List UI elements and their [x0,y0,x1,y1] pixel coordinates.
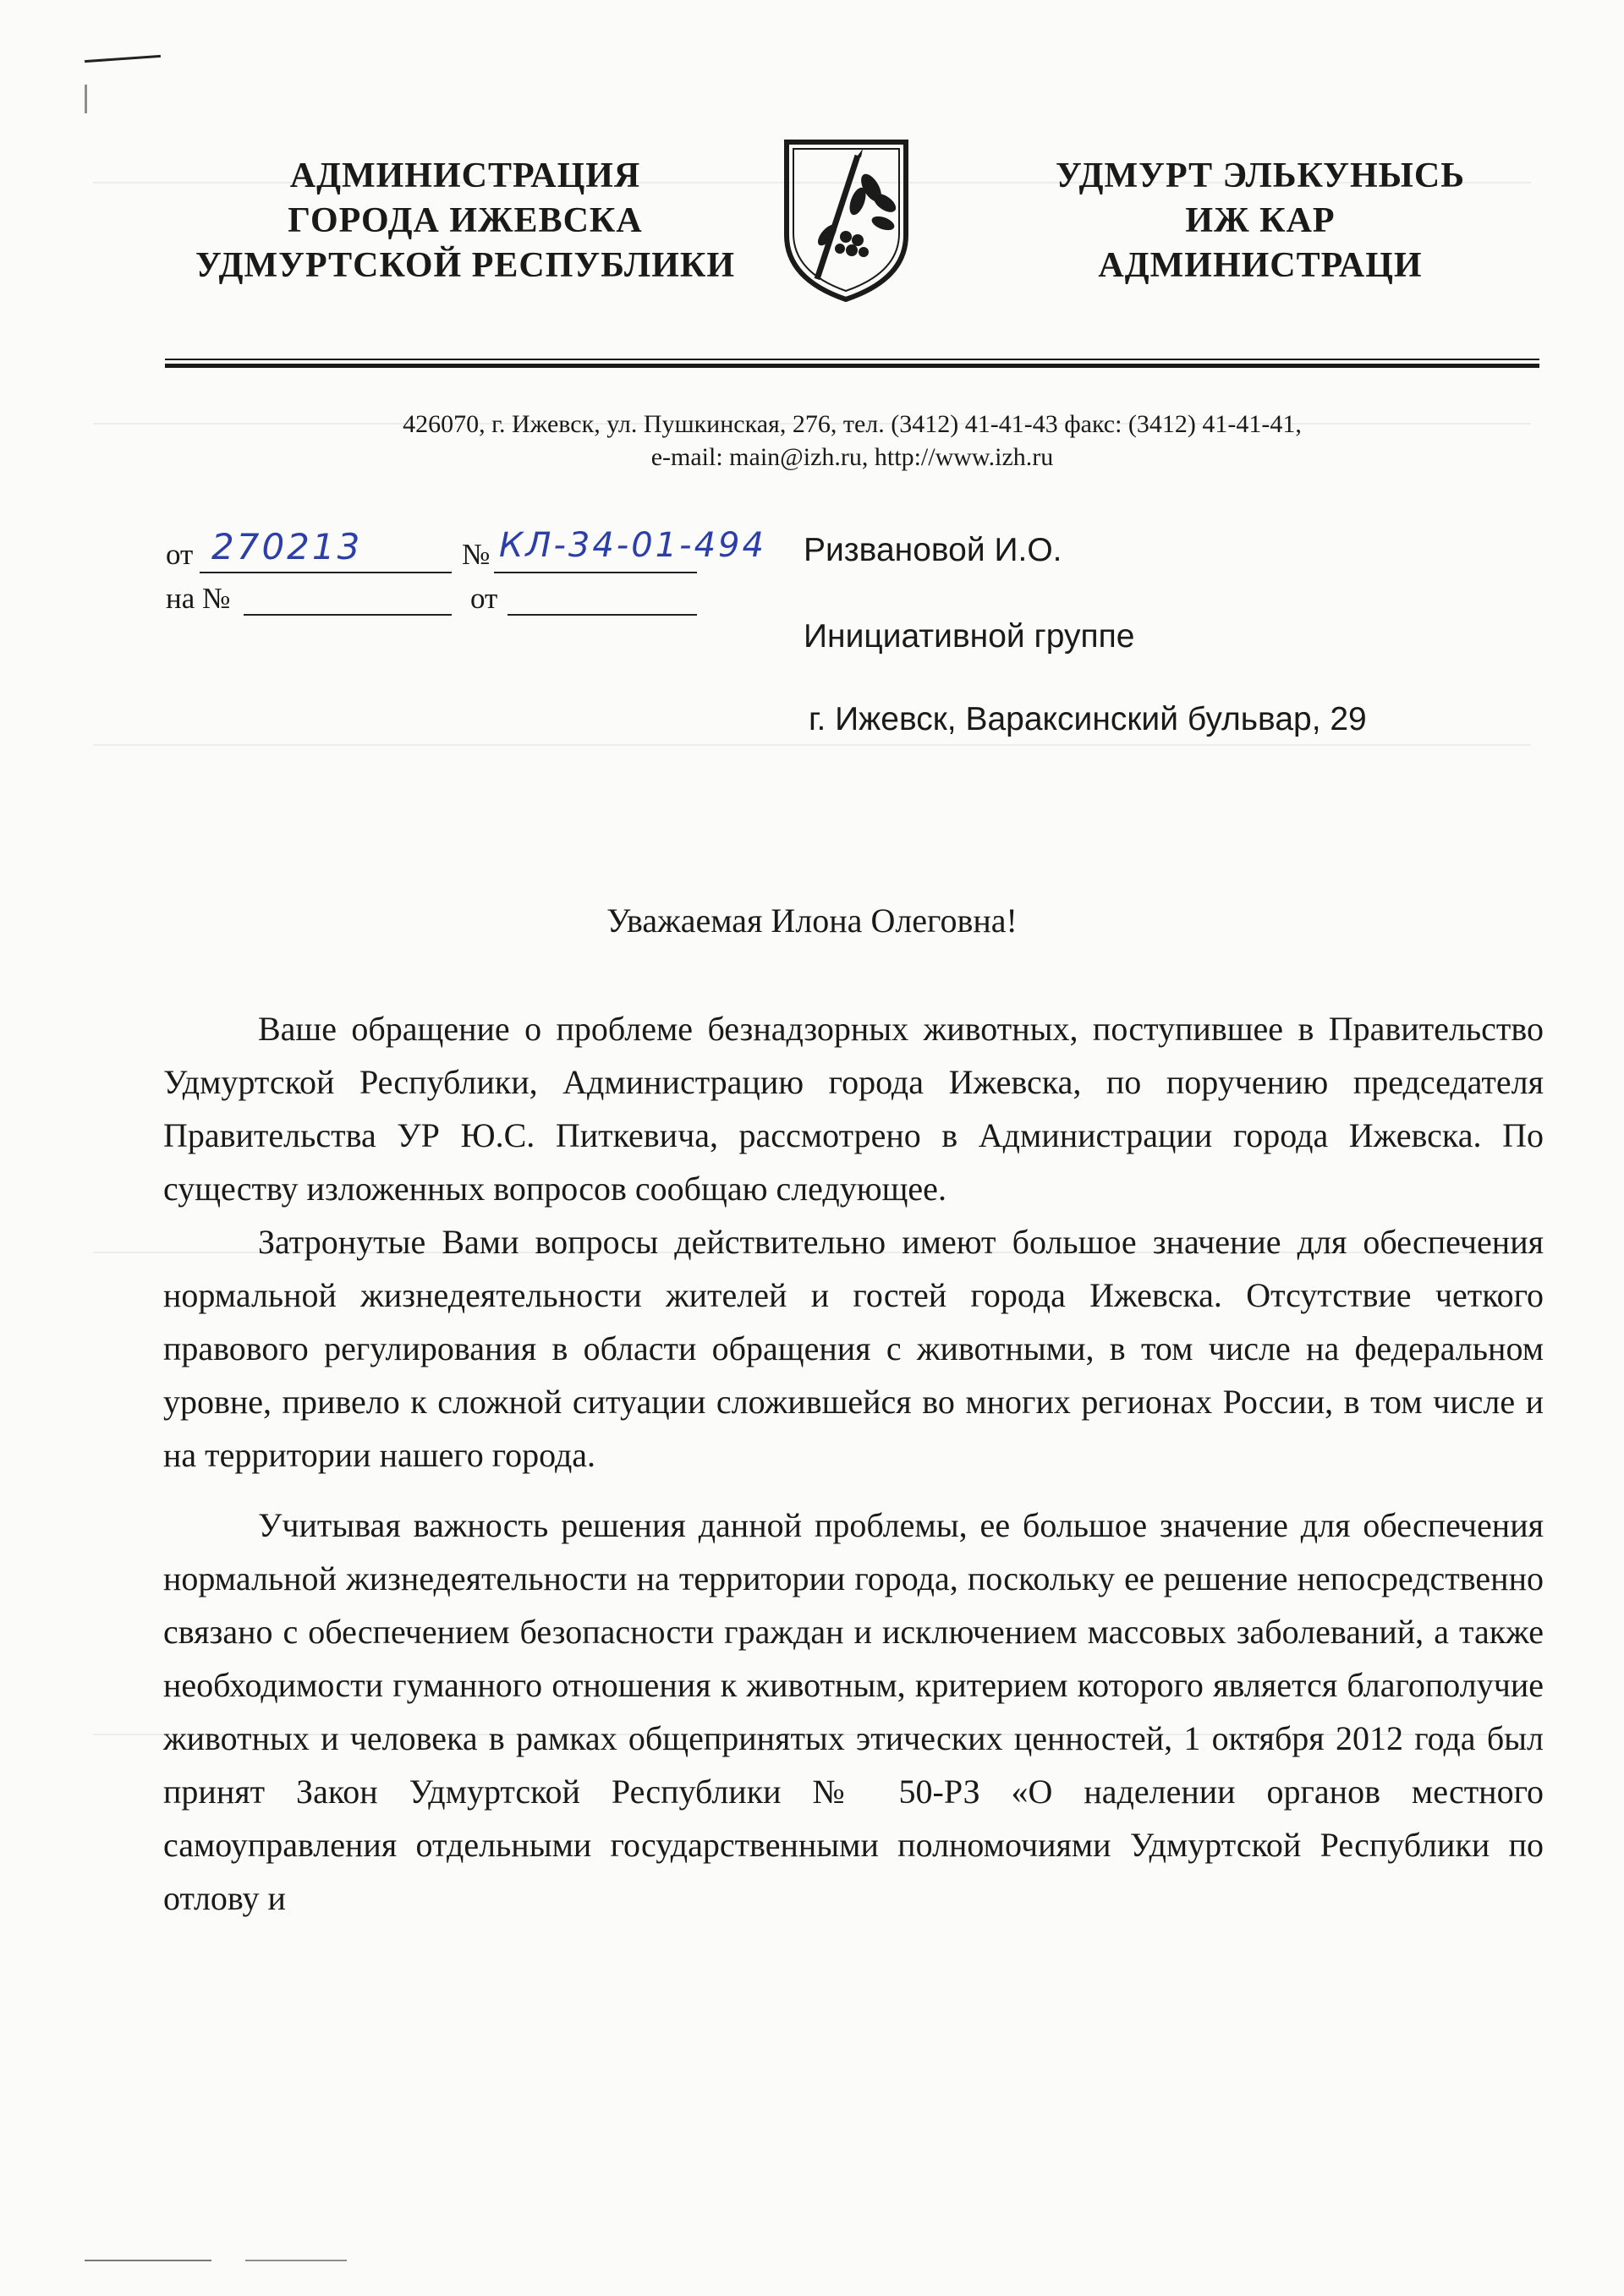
org-name-line: УДМУРТСКОЙ РЕСПУБЛИКИ [195,246,735,285]
scan-mark [85,2260,211,2261]
scan-mark [85,55,161,63]
scan-mark [245,2260,347,2261]
org-contacts: e-mail: main@izh.ru, http://www.izh.ru [650,443,1054,471]
org-name-line: АДМИНИСТРАЦИЯ [289,156,641,195]
org-name-line: ИЖ КАР [1185,201,1336,240]
addressee-group: Инициативной группе [804,618,1135,655]
reply-date-underline [508,614,697,616]
reply-number-underline [244,614,452,616]
salutation: Уважаемая Илона Олеговна! [606,901,1018,940]
org-name-line: УДМУРТ ЭЛЬКУНЫСЬ [1056,156,1465,195]
body-paragraph: Ваше обращение о проблеме безнадзорных животных, поступившее в Правительство Удмуртской Республики, Администрацию города Ижевска, по поручению председателя Правительства УР Ю.С. Питкевича, рассмотрено в Администрации города Ижевска. По существу изложенных вопросов сообщаю следующее. [163,1010,1544,1208]
reply-number-label: на № [166,582,231,615]
addressee-name: Ризвановой И.О. [804,532,1062,568]
addressee-address: г. Ижевск, Вараксинский бульвар, 29 [809,701,1367,737]
header-divider [165,359,1539,360]
org-address: 426070, г. Ижевск, ул. Пушкинская, 276, тел. (3412) 41-41-43 факс: (3412) 41-41-41, [403,410,1302,438]
coat-of-arms-icon [776,135,916,304]
org-name-line: АДМИНИСТРАЦИ [1098,246,1423,285]
org-name-russian [161,154,770,288]
number-underline [494,572,697,573]
bleed-through-line [93,744,1531,746]
header-divider [165,364,1539,368]
scan-mark [85,85,87,113]
body-paragraph: Учитывая важность решения данной проблемы, ее большое значение для обеспечения нормальной жизнедеятельности на территории города, поскольку ее решение непосредственно связано с обеспечением безопасности граждан и исключением массовых заболеваний, а также необходимости гуманного отношения к животным, критерием которого является благополучие животных и человека в рамках общепринятых этических ценностей, 1 октября 2012 года был принят Закон Удмуртской Республики № 50-РЗ «О наделении органов местного самоуправления отдельными государственными полномочиями Удмуртской Республики по отлову и [163,1506,1544,1917]
body-paragraph: Затронутые Вами вопросы действительно имеют большое значение для обеспечения нормальной жизнедеятельности жителей и гостей города Ижевска. Отсутствие четкого правового регулирования в области обращения с животными, в том числе на федеральном уровне, привело к сложной ситуации сложившейся во многих регионах России, в том числе и на территории нашего города. [163,1223,1544,1474]
org-name-line: ГОРОДА ИЖЕВСКА [288,201,643,240]
handwritten-date: 270213 [211,526,363,567]
reply-date-label: от [470,582,498,615]
letter-body [163,1002,1544,1925]
number-label: № [462,538,491,571]
handwritten-number: КЛ-34-01-494 [499,526,766,565]
org-name-udmurt [1007,154,1514,288]
date-underline [200,572,452,573]
date-label: от [166,538,194,571]
